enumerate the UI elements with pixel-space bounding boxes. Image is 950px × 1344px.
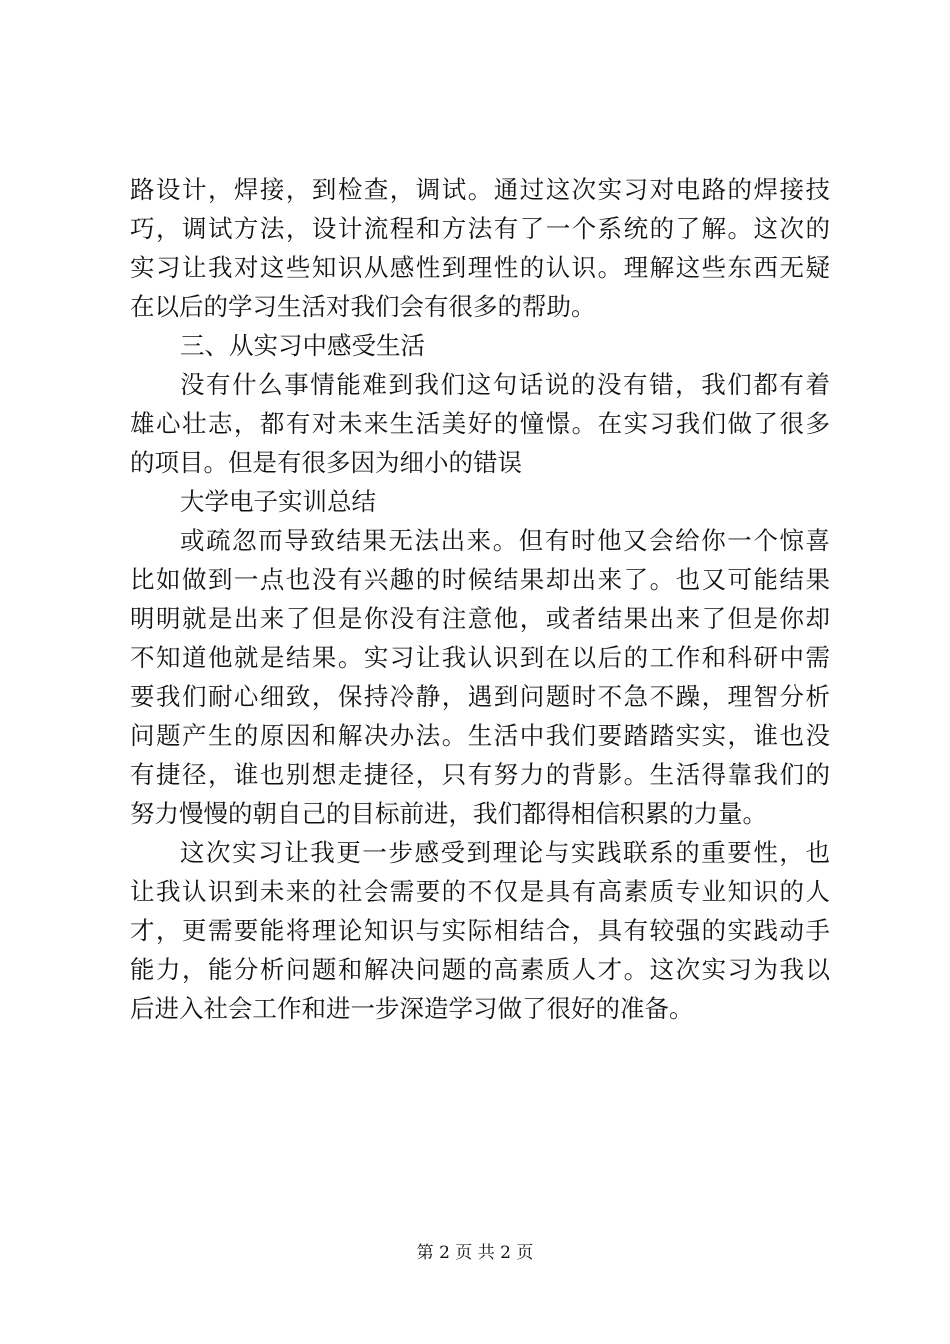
text-line: 比如做到一点也没有兴趣的时候结果却出来了。也又可能结果 <box>130 565 830 594</box>
text-line: 实习让我对这些知识从感性到理性的认识。理解这些东西无疑 <box>130 253 830 282</box>
text-line: 没有什么事情能难到我们这句话说的没有错，我们都有着 <box>180 370 830 399</box>
text-line: 后进入社会工作和进一步深造学习做了很好的准备。 <box>130 994 694 1023</box>
text-line: 的项目。但是有很多因为细小的错误 <box>130 448 522 477</box>
section-heading: 三、从实习中感受生活 <box>180 331 425 360</box>
text-line: 不知道他就是结果。实习让我认识到在以后的工作和科研中需 <box>130 643 830 672</box>
text-line: 才，更需要能将理论知识与实际相结合，具有较强的实践动手 <box>130 916 830 945</box>
text-line: 要我们耐心细致，保持冷静，遇到问题时不急不躁，理智分析 <box>130 682 830 711</box>
body-text <box>130 170 830 1028</box>
text-line: 有捷径，谁也别想走捷径，只有努力的背影。生活得靠我们的 <box>130 760 830 789</box>
text-line: 问题产生的原因和解决办法。生活中我们要踏踏实实，谁也没 <box>130 721 830 750</box>
text-line: 巧，调试方法，设计流程和方法有了一个系统的了解。这次的 <box>130 214 830 243</box>
text-line: 雄心壮志，都有对未来生活美好的憧憬。在实习我们做了很多 <box>130 409 830 438</box>
text-line: 在以后的学习生活对我们会有很多的帮助。 <box>130 292 596 321</box>
text-line: 或疏忽而导致结果无法出来。但有时他又会给你一个惊喜 <box>180 526 830 555</box>
text-line: 让我认识到未来的社会需要的不仅是具有高素质专业知识的人 <box>130 877 830 906</box>
text-line: 这次实习让我更一步感受到理论与实践联系的重要性，也 <box>180 838 830 867</box>
text-line: 能力，能分析问题和解决问题的高素质人才。这次实习为我以 <box>130 955 830 984</box>
inline-title: 大学电子实训总结 <box>180 487 376 516</box>
text-line: 明明就是出来了但是你没有注意他，或者结果出来了但是你却 <box>130 604 830 633</box>
text-line: 路设计，焊接，到检查，调试。通过这次实习对电路的焊接技 <box>130 175 830 204</box>
text-line: 努力慢慢的朝自己的目标前进，我们都得相信积累的力量。 <box>130 799 767 828</box>
page-number-footer: 第 2 页 共 2 页 <box>416 1243 534 1263</box>
